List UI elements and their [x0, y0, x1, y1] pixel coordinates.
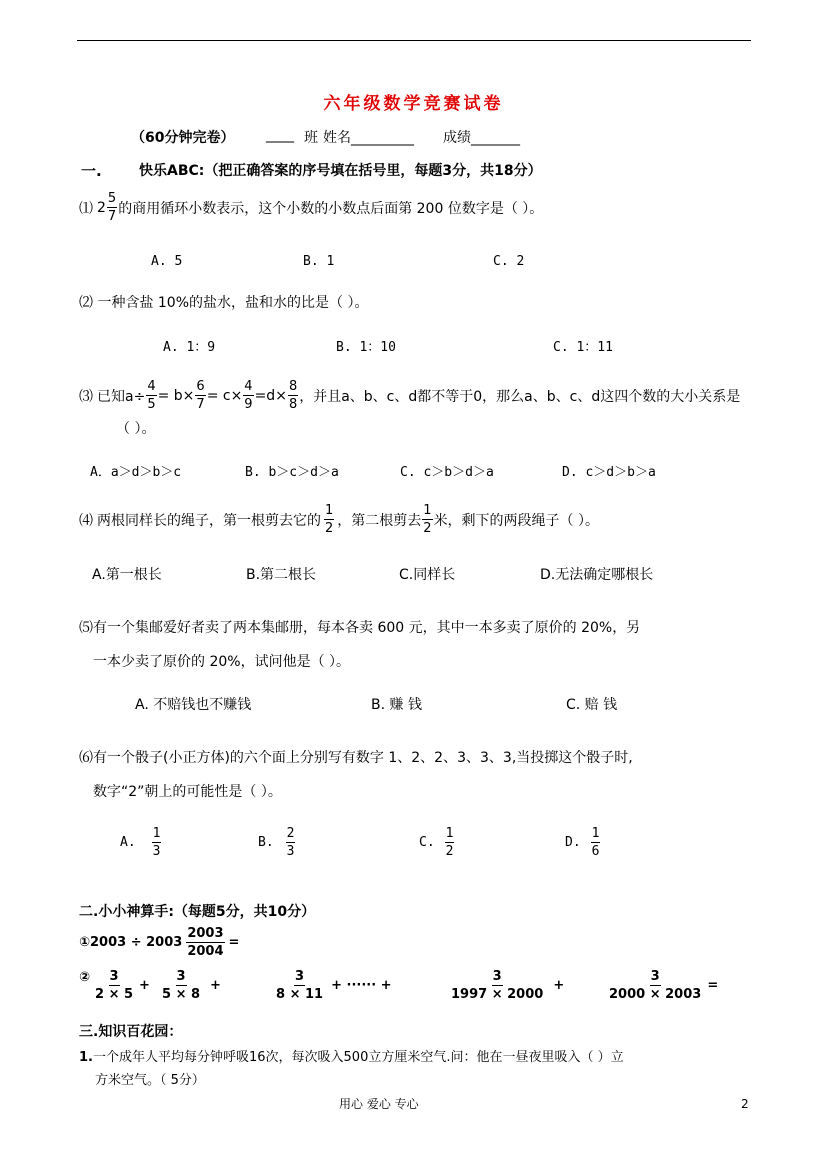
question-1 — [79, 192, 543, 223]
question-3 — [79, 380, 740, 411]
q3-option-d: D. c＞d＞b＞a — [562, 465, 656, 480]
q4-option-a: A.第一根长 — [92, 567, 162, 583]
fraction-numerator: 1 — [423, 503, 432, 518]
section3-question-1-line-2: 方米空气。（ 5分） — [95, 1073, 205, 1088]
fraction-denominator: 2 — [445, 844, 454, 859]
option-label: D. — [565, 835, 581, 850]
fraction-numerator: 2003 — [187, 926, 224, 941]
fraction-denominator: 8 × 11 — [276, 987, 324, 1002]
question-4-pre: 两根同样长的绳子，第一根剪去它的 — [97, 512, 321, 529]
fraction-numerator: 3 — [295, 969, 305, 984]
header-rule — [77, 40, 751, 41]
fraction-numerator: 6 — [196, 379, 205, 394]
fraction-numerator: 3 — [176, 969, 186, 984]
fraction-numerator: 2 — [286, 826, 295, 841]
section3-question-1-number: 1. — [79, 1050, 93, 1065]
class-label: 班 — [304, 130, 318, 146]
question-5-line-1: 有一个集邮爱好者卖了两本集邮册，每本各卖 600 元，其中一本多卖了原价的 20%，另 — [93, 620, 641, 636]
fraction-denominator: 8 — [288, 397, 298, 412]
term-fraction — [161, 970, 201, 1001]
name-field: 姓名_________ — [323, 130, 414, 146]
q4-option-b: B.第二根长 — [246, 567, 317, 583]
q6-option-c — [419, 827, 455, 858]
fraction-numerator: 5 — [107, 191, 117, 206]
q6-option-d — [565, 827, 601, 858]
fraction-denominator: 2 × 5 — [95, 987, 134, 1002]
fraction-numerator: 4 — [244, 379, 253, 394]
term-fraction — [275, 970, 324, 1001]
fraction-numerator: 1 — [591, 826, 600, 841]
term-fraction — [94, 970, 134, 1001]
question-4-mid: ，第二根剪去 — [337, 512, 422, 529]
q2-option-c: C. 1：11 — [553, 340, 613, 355]
q3-mid-3: =d× — [254, 387, 287, 404]
q4-option-c: C.同样长 — [399, 567, 456, 583]
fraction-numerator: 3 — [109, 969, 119, 984]
section1-number: 一. — [81, 162, 102, 180]
question-4-post: 米，剩下的两段绳子（ ）。 — [433, 512, 600, 529]
time-note: （60分钟完卷） — [131, 130, 235, 146]
question-6 — [79, 747, 633, 767]
term-operator: + — [139, 978, 150, 993]
fraction-denominator: 2004 — [187, 944, 224, 959]
fraction-denominator: 7 — [107, 209, 117, 224]
expression-2-number: ② — [79, 970, 91, 985]
fraction-denominator: 2 — [325, 521, 334, 536]
q1-option-a: A. 5 — [151, 254, 183, 269]
expression-1-post: = — [228, 935, 240, 950]
q5-option-c: C. 赔 钱 — [566, 697, 618, 713]
q3-option-a: A．a＞d＞b＞c — [90, 465, 182, 480]
question-1-fraction — [107, 192, 117, 223]
fraction-numerator: 8 — [288, 379, 298, 394]
fraction-numerator: 1 — [325, 503, 334, 518]
fraction-denominator: 3 — [152, 844, 161, 859]
question-4 — [79, 504, 599, 535]
q2-option-a: A. 1：9 — [163, 340, 216, 355]
section3-question-1 — [79, 1046, 624, 1065]
q3-fraction-3 — [243, 380, 253, 411]
expression-2-term-1 — [93, 970, 150, 1001]
question-6-line-1: 有一个骰子(小正方体)的六个面上分别写有数字 1、2、2、3、3、3,当投掷这个骰子时, — [93, 750, 633, 766]
section3-question-1-line-1: 一个成年人平均每分钟呼吸16次，每次吸入500立方厘米空气.问：他在一昼夜里吸入（ ）立 — [92, 1050, 624, 1065]
option-fraction — [445, 827, 455, 858]
q1-option-b: B. 1 — [303, 254, 335, 269]
q3-option-b: B. b＞c＞d＞a — [245, 465, 339, 480]
q3-fraction-1 — [146, 380, 156, 411]
term-operator: + — [210, 978, 221, 993]
fraction-denominator: 6 — [591, 844, 600, 859]
q6-option-b — [258, 827, 296, 858]
question-5 — [79, 617, 640, 637]
footer-motto: 用心 爱心 专心 — [339, 1097, 419, 1111]
option-fraction — [286, 827, 296, 858]
question-6-number: ⑹ — [79, 750, 93, 766]
q4-fraction-2 — [422, 504, 432, 535]
fraction-numerator: 4 — [147, 379, 156, 394]
fraction-numerator: 1 — [152, 826, 161, 841]
section1-heading: 快乐ABC:（把正确答案的序号填在括号里，每题3分，共18分） — [139, 163, 542, 179]
question-1-text: 的商用循环小数表示，这个小数的小数点后面第 200 位数字是（ ）。 — [118, 200, 544, 217]
expression-1-pre: 2003 ÷ 2003 — [90, 935, 183, 950]
expression-2-term-2 — [160, 970, 221, 1001]
question-2-text: 一种含盐 10%的盐水，盐和水的比是（ ）。 — [97, 295, 369, 311]
fraction-numerator: 1 — [445, 826, 454, 841]
term-fraction — [608, 970, 702, 1001]
term-operator: = — [707, 978, 719, 993]
fraction-denominator: 9 — [244, 397, 253, 412]
section2-heading: 二.小小神算手:（每题5分，共10分） — [79, 904, 316, 920]
class-blank: ____ — [266, 127, 294, 143]
option-fraction — [152, 827, 162, 858]
fraction-denominator: 2 — [423, 521, 432, 536]
q1-option-c: C. 2 — [493, 254, 525, 269]
expression-1-fraction — [186, 927, 224, 958]
fraction-denominator: 2000 × 2003 — [609, 987, 702, 1002]
q3-fraction-4 — [288, 380, 298, 411]
question-2 — [79, 292, 368, 312]
q3-mid-2: = c× — [206, 387, 243, 404]
fraction-denominator: 5 — [147, 397, 156, 412]
question-1-number: ⑴ — [79, 200, 93, 217]
expression-2-term-5 — [607, 970, 718, 1001]
expression-1 — [79, 927, 239, 958]
question-3-pre: 已知a÷ — [97, 388, 146, 405]
expression-2-term-3 — [274, 970, 392, 1001]
term-fraction — [450, 970, 544, 1001]
option-label: C. — [419, 835, 435, 850]
q5-option-b: B. 赚 钱 — [371, 697, 422, 713]
question-1-whole: 2 — [97, 199, 106, 216]
expression-1-number: ① — [79, 935, 91, 950]
question-4-number: ⑷ — [79, 512, 93, 529]
q3-post: ，并且a、b、c、d都不等于0，那么a、b、c、d这四个数的大小关系是 — [299, 388, 741, 405]
score-field: 成绩_______ — [443, 130, 520, 146]
q6-option-a — [120, 827, 162, 858]
fraction-denominator: 1997 × 2000 — [451, 987, 544, 1002]
fraction-denominator: 5 × 8 — [162, 987, 201, 1002]
option-fraction — [591, 827, 601, 858]
fraction-denominator: 3 — [286, 844, 295, 859]
fraction-numerator: 3 — [650, 969, 660, 984]
question-5-number: ⑸ — [79, 620, 93, 636]
q5-option-a: A. 不赔钱也不赚钱 — [135, 697, 252, 713]
q3-fraction-2 — [195, 380, 205, 411]
page-number: 2 — [741, 1097, 749, 1111]
question-6-line-2: 数字“2”朝上的可能性是（ ）。 — [93, 784, 282, 800]
page-title: 六年级数学竞赛试卷 — [323, 94, 504, 114]
fraction-denominator: 7 — [196, 397, 205, 412]
q4-fraction-1 — [324, 504, 334, 535]
question-5-line-2: 一本少卖了原价的 20%，试问他是（ ）。 — [93, 654, 351, 670]
question-3-line-2: （ ）。 — [116, 421, 156, 437]
q3-option-c: C. c＞b＞d＞a — [400, 465, 494, 480]
question-3-number: ⑶ — [79, 388, 93, 405]
q4-option-d: D.无法确定哪根长 — [540, 567, 654, 583]
term-operator: + ······ + — [331, 978, 392, 993]
q2-option-b: B. 1：10 — [336, 340, 396, 355]
question-2-number: ⑵ — [79, 295, 93, 311]
section3-heading: 三.知识百花园： — [79, 1024, 183, 1040]
expression-2-term-4 — [449, 970, 564, 1001]
fraction-numerator: 3 — [492, 969, 502, 984]
option-label: A. — [120, 835, 136, 850]
option-label: B. — [258, 835, 274, 850]
term-operator: + — [553, 978, 565, 993]
q3-mid-1: = b× — [157, 387, 195, 404]
